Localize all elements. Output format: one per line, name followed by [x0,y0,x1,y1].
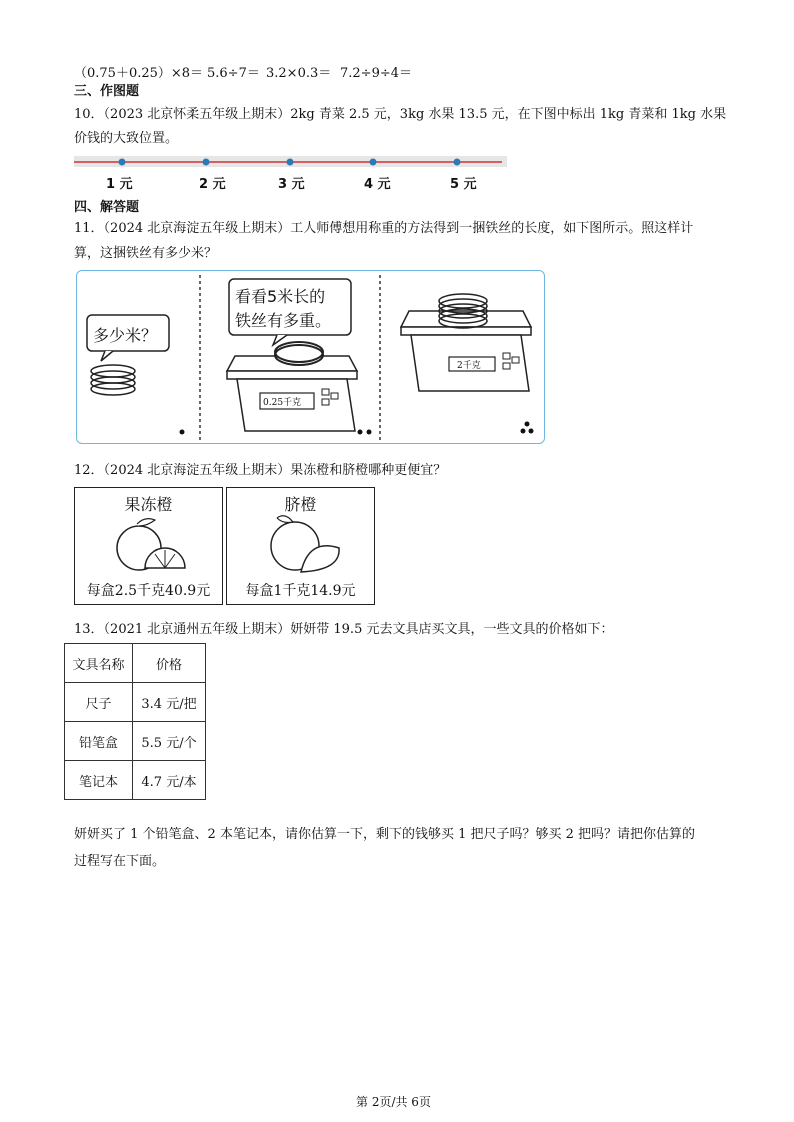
q10-text-line1: 10．（2023 北京怀柔五年级上期末）2kg 青菜 2.5 元，3kg 水果 13.5 元，在下图中标出 1kg 青菜和 1kg 水果 [74,107,727,122]
q11-text-line2: 算，这捆铁丝有多少米？ [74,246,218,261]
q10-text-line2: 价钱的大致位置。 [74,131,179,146]
q13-text: 13．（2021 北京通州五年级上期末）妍妍带 19.5 元去文具店买文具，一些文具的价格如下： [74,622,614,637]
navel-orange-title: 脐橙 [284,495,317,514]
scale-1-display: 0.25千克 [263,398,302,408]
page-footer: 第 2页/共 6页 [356,1095,431,1109]
q13-after-line2: 过程写在下面。 [74,854,166,869]
table-header-row [65,644,206,683]
scale-1 [227,342,357,431]
cell-item: 铅笔盒 [65,722,133,761]
cell-price: 4.7 元/本 [133,761,206,800]
tick-label-5: 5 元 [450,177,477,192]
header-item: 文具名称 [65,644,133,683]
tick-label-3: 3 元 [278,177,305,192]
section-3-heading: 三、作图题 [74,84,140,99]
cell-item: 尺子 [65,683,133,722]
tick-dot-4 [370,159,377,166]
expr-3: 3.2×0.3＝ [266,66,332,81]
section-4-heading: 四、解答题 [74,200,140,215]
navel-orange-box [226,487,375,605]
cell-item: 笔记本 [65,761,133,800]
jelly-orange-box [74,487,223,605]
q11-text-line1: 11．（2024 北京海淀五年级上期末）工人师傅想用称重的方法得到一捆铁丝的长度，如下图所示。照这样计 [74,221,694,236]
scale-2-display: 2千克 [457,361,481,371]
q11-illustration [76,270,545,444]
cell-price: 3.4 元/把 [133,683,206,722]
expr-2: 5.6÷7＝ [207,66,260,81]
cell-price: 5.5 元/个 [133,722,206,761]
tick-label-2: 2 元 [199,177,226,192]
tick-dot-3 [287,159,294,166]
stationery-price-table [64,643,206,800]
header-price: 价格 [133,644,206,683]
wire-coil-1 [91,365,135,395]
tick-label-1: 1 元 [106,177,133,192]
table-row [65,722,206,761]
q12-text: 12．（2024 北京海淀五年级上期末）果冻橙和脐橙哪种更便宜？ [74,463,447,478]
expr-1: （0.75＋0.25）×8＝ [74,66,204,81]
table-row [65,761,206,800]
tick-dot-5 [454,159,461,166]
bubble-5m-line2: 铁丝有多重。 [235,311,332,330]
tick-label-4: 4 元 [364,177,391,192]
tick-dot-2 [203,159,210,166]
expr-4: 7.2÷9÷4＝ [340,66,413,81]
navel-orange-price: 每盒1千克14.9元 [245,583,356,599]
bubble-how-many-meters: 多少米？ [93,326,158,345]
jelly-orange-title: 果冻橙 [124,495,173,514]
table-row [65,683,206,722]
bubble-5m-line1: 看看5米长的 [235,287,326,306]
tick-dot-1 [119,159,126,166]
jelly-orange-price: 每盒2.5千克40.9元 [86,583,211,599]
q13-after-line1: 妍妍买了 1 个铅笔盒、2 本笔记本，请你估算一下，剩下的钱够买 1 把尺子吗？够买 2 把吗？请把你估算的 [74,827,696,842]
scale-2 [401,294,531,391]
